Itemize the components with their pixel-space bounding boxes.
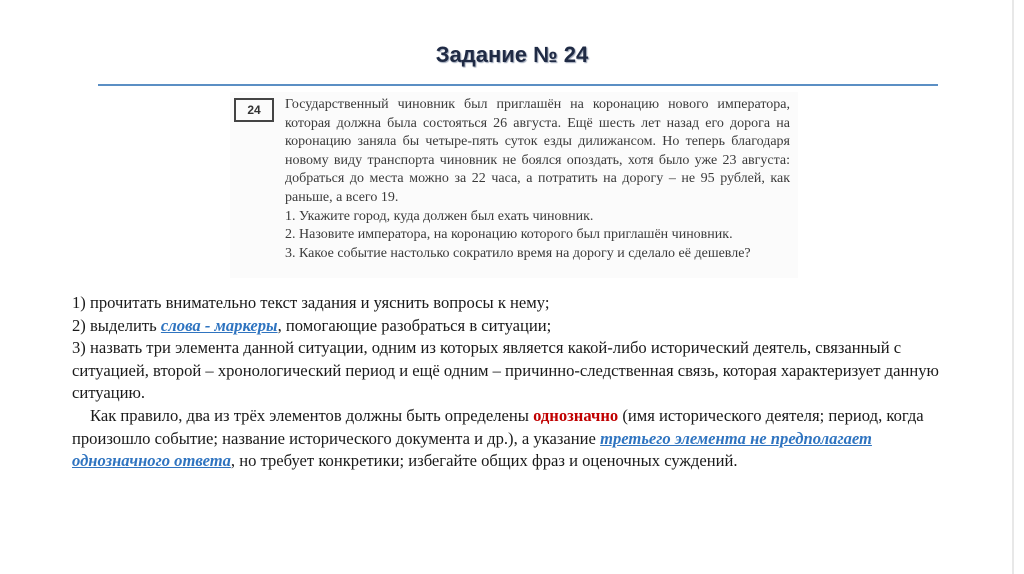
task-text-block xyxy=(285,96,790,263)
instruction-step-2 xyxy=(72,315,952,338)
task-scenario-text: Государственный чиновник был приглашён на коронацию нового императора, которая должна была состояться 26 августа. Ещё шесть лет назад его дорога на коронацию заняла бы четыре-пять суток езды дилижансом. Но теперь благодаря новому виду транспорта чиновник не боялся опоздать, хотя было уже 23 августа: добраться до места можно за 22 часа, а потратить на дорогу – не 95 рублей, как раньше, а всего 19. xyxy=(285,97,790,205)
instruction-step-2-start: 2) выделить xyxy=(72,315,161,335)
note-part-1: Как правило, два из трёх элементов должны быть определены xyxy=(90,405,534,425)
task-question-2: 2. Назовите императора, на коронацию которого был приглашён чиновник. xyxy=(285,227,733,243)
task-question-3: 3. Какое событие настолько сократило время на дорогу и сделало её дешевле? xyxy=(285,245,751,261)
third-element-link[interactable]: третьего элемента не предполагает однозначного ответа xyxy=(72,428,872,471)
instruction-step-2-end: , помогающие разобраться в ситуации; xyxy=(277,315,552,335)
note-part-3: , но требует конкретики; избегайте общих фраз и оценочных суждений. xyxy=(230,451,738,471)
instruction-note xyxy=(72,405,952,473)
task-question-1: 1. Укажите город, куда должен был ехать чиновник. xyxy=(285,208,594,224)
instruction-step-3: 3) назвать три элемента данной ситуации, одним из которых является какой-либо исторический деятель, связанный с ситуацией, второй – хронологический период и ещё одним – причинно-следственная связь, которая характеризует данную ситуацию. xyxy=(72,338,939,403)
slide-edge-divider xyxy=(1012,0,1014,574)
instruction-step-1: 1) прочитать внимательно текст задания и уяснить вопросы к нему; xyxy=(72,293,550,312)
title-underline xyxy=(98,84,938,86)
note-emphasis: однозначно xyxy=(533,405,619,425)
instructions-block xyxy=(72,292,952,473)
slide-title: Задание № 24 xyxy=(435,42,589,67)
task-number-box: 24 xyxy=(234,98,274,122)
note-part-2: (имя исторического деятеля; период, когда произошло событие; название исторического документа и др.), а указание xyxy=(72,405,924,448)
markers-link[interactable]: слова - маркеры xyxy=(160,315,278,335)
